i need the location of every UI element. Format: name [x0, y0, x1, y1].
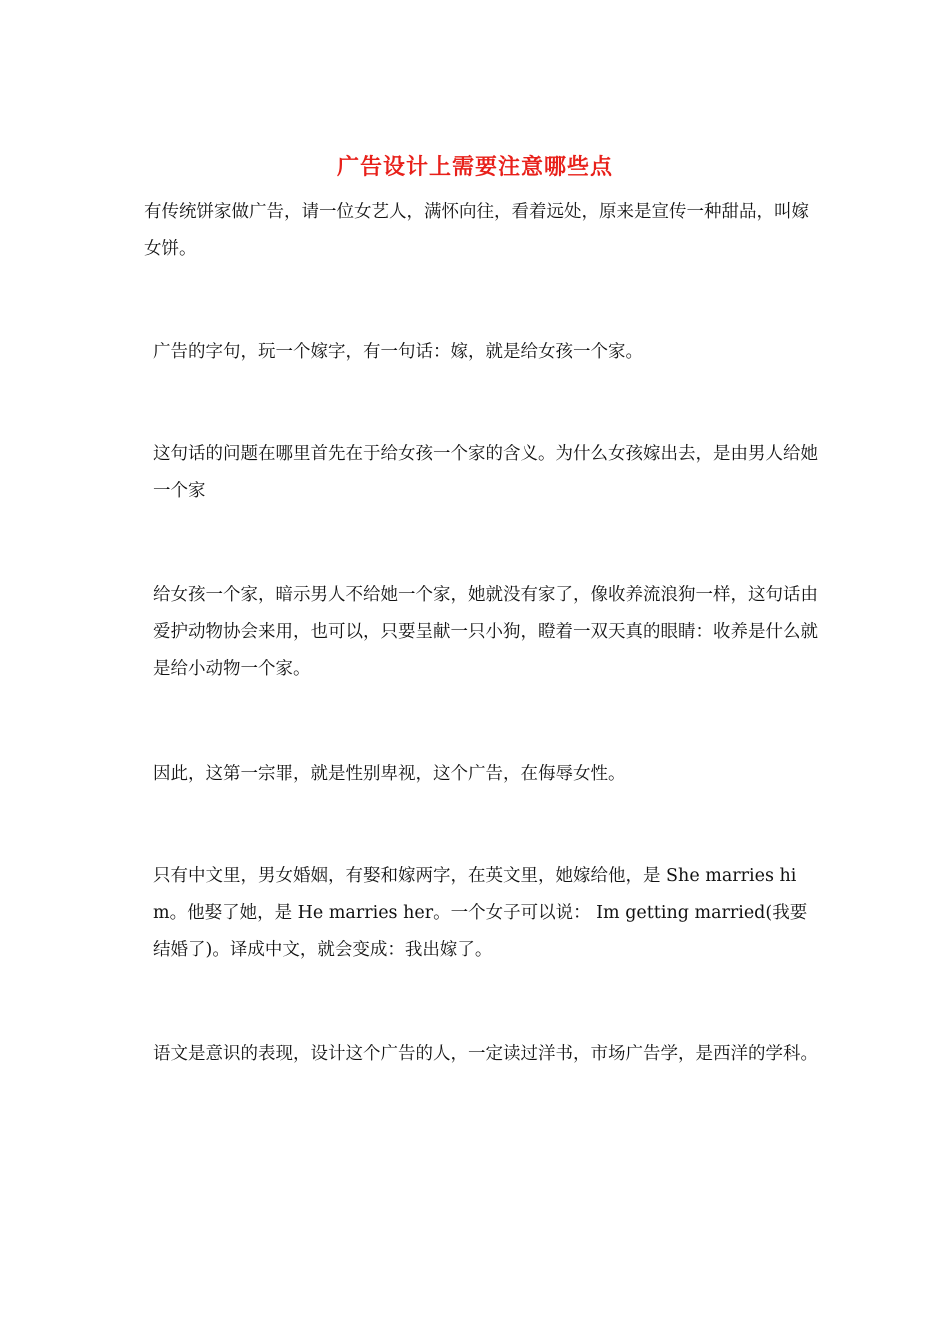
- paragraph-6: 只有中文里，男女婚姻，有娶和嫁两字，在英文里，她嫁给他，是 She marries him。他娶了她，是 He marries her。一个女子可以说： Im getting married(我要结婚了)。译成中文，就会变成：我出嫁了。: [153, 866, 808, 960]
- paragraph-5: 因此，这第一宗罪，就是性别卑视，这个广告，在侮辱女性。: [153, 764, 626, 784]
- paragraph-2: 广告的字句，玩一个嫁字，有一句话：嫁，就是给女孩一个家。: [153, 342, 643, 362]
- document-title: 广告设计上需要注意哪些点: [336, 155, 613, 180]
- paragraph-7: 语文是意识的表现，设计这个广告的人，一定读过洋书，市场广告学，是西洋的学科。: [153, 1044, 818, 1064]
- paragraph-3: 这句话的问题在哪里首先在于给女孩一个家的含义。为什么女孩嫁出去，是由男人给她一个家: [153, 444, 818, 501]
- paragraph-4: 给女孩一个家，暗示男人不给她一个家，她就没有家了，像收养流浪狗一样，这句话由爱护动物协会来用，也可以，只要呈献一只小狗，瞪着一双天真的眼睛：收养是什么就是给小动物一个家。: [153, 585, 818, 679]
- paragraph-1: 有传统饼家做广告，请一位女艺人，满怀向往，看着远处，原来是宣传一种甜品，叫嫁女饼。: [144, 202, 809, 259]
